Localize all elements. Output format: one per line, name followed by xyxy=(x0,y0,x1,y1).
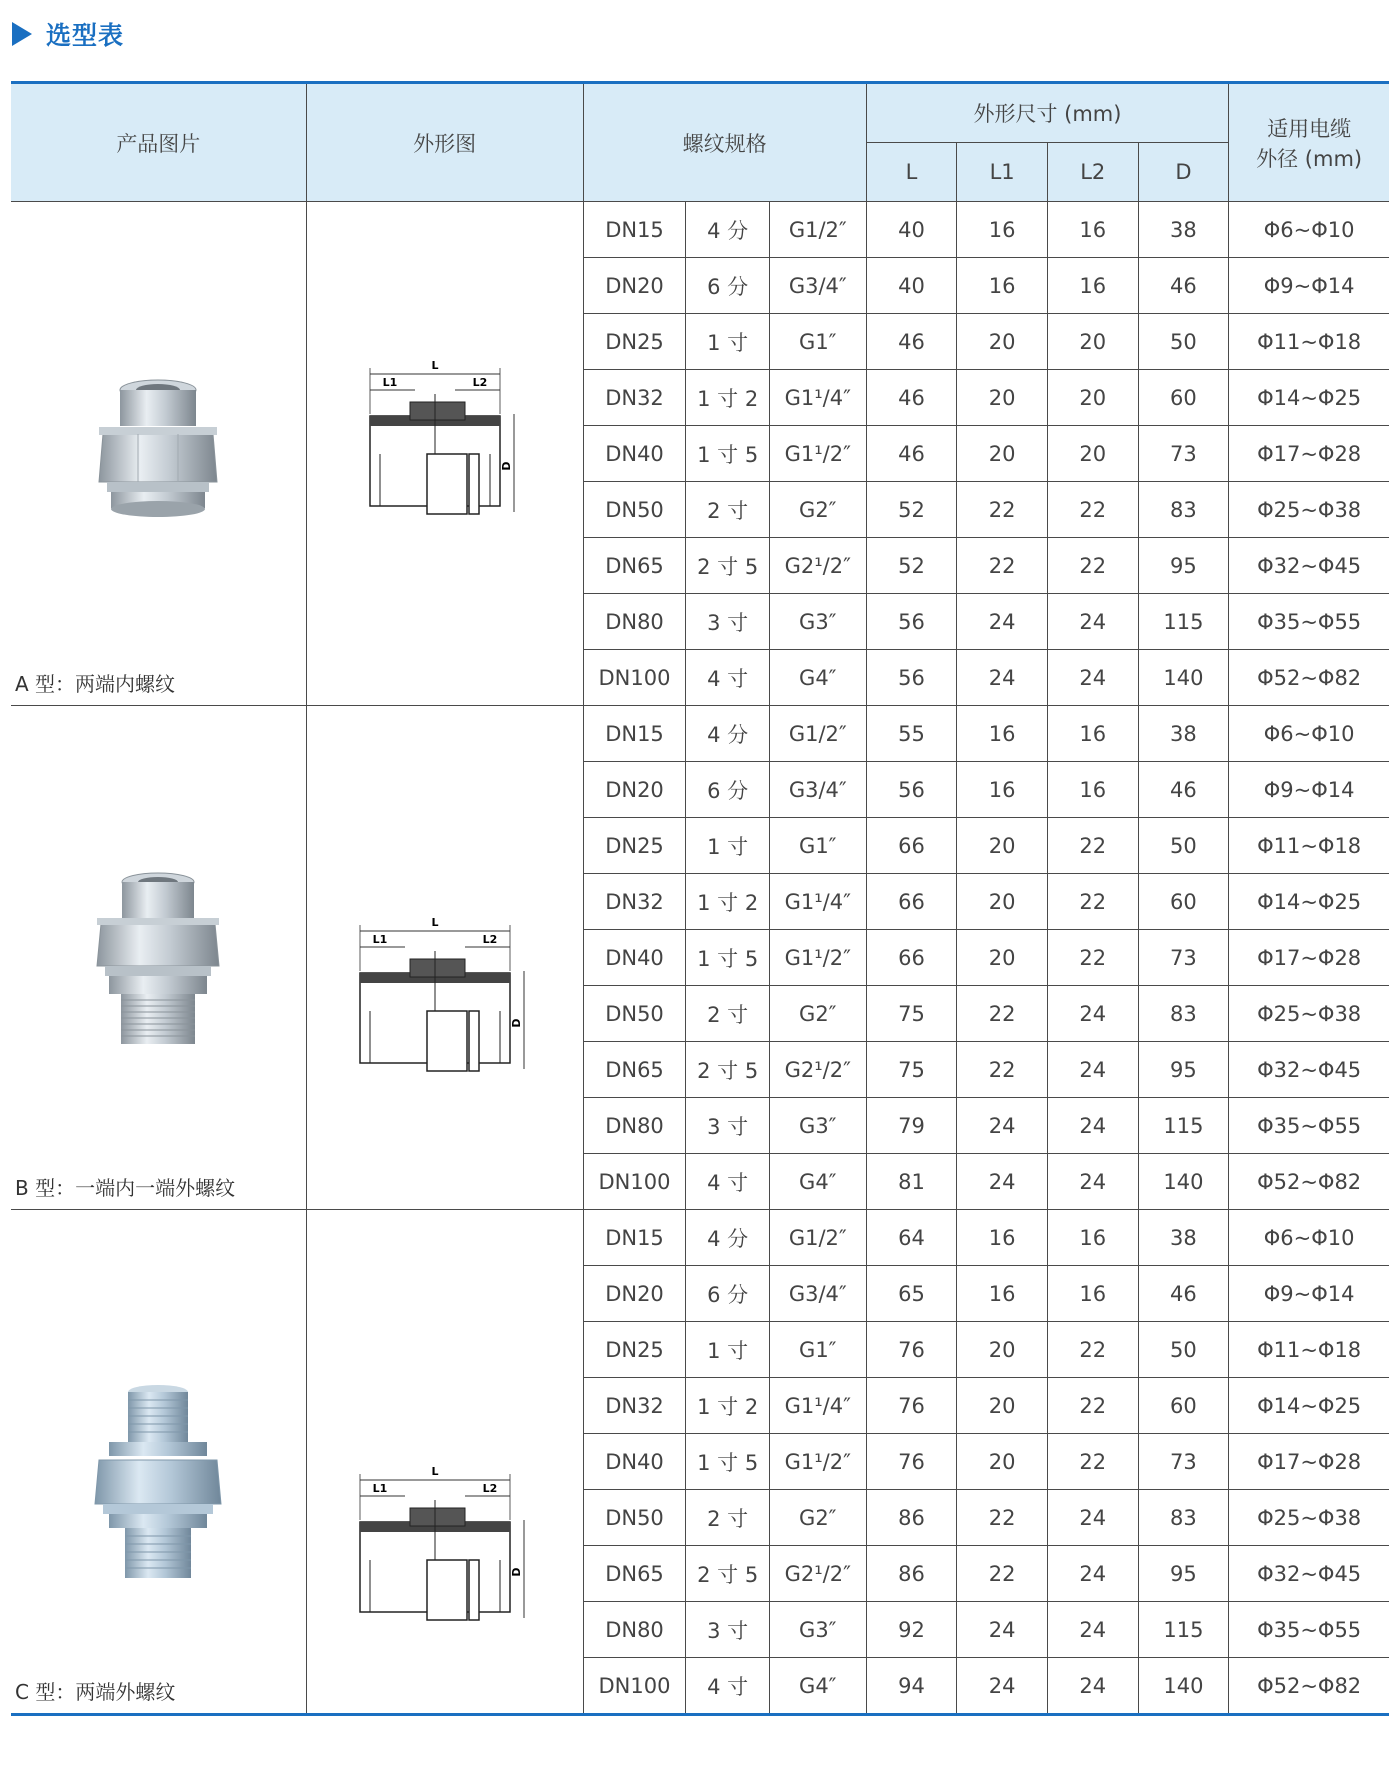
cable-cell: Φ35~Φ55 xyxy=(1229,1098,1389,1154)
dn-cell: DN25 xyxy=(583,314,686,370)
section-title: 选型表 xyxy=(46,21,125,50)
L-cell: 79 xyxy=(866,1098,957,1154)
L-cell: 56 xyxy=(866,650,957,706)
size-cell: 1 寸 xyxy=(686,314,770,370)
L1-cell: 24 xyxy=(957,1658,1048,1715)
D-cell: 73 xyxy=(1138,1434,1229,1490)
selection-table xyxy=(11,81,1389,1716)
thread-cell: G1/2″ xyxy=(769,202,866,258)
thread-cell: G3/4″ xyxy=(769,258,866,314)
header-photo: 产品图片 xyxy=(11,83,306,202)
dn-cell: DN20 xyxy=(583,258,686,314)
table-row xyxy=(11,1210,1389,1266)
header-L2: L2 xyxy=(1047,143,1138,202)
size-cell: 1 寸 2 xyxy=(686,370,770,426)
cable-cell: Φ9~Φ14 xyxy=(1229,1266,1389,1322)
L2-cell: 20 xyxy=(1047,314,1138,370)
size-cell: 4 分 xyxy=(686,202,770,258)
size-cell: 2 寸 5 xyxy=(686,1546,770,1602)
thread-cell: G1¹/2″ xyxy=(769,426,866,482)
D-cell: 50 xyxy=(1138,314,1229,370)
size-cell: 4 寸 xyxy=(686,1154,770,1210)
thread-cell: G2″ xyxy=(769,482,866,538)
thread-cell: G4″ xyxy=(769,1154,866,1210)
dn-cell: DN32 xyxy=(583,874,686,930)
cable-cell: Φ14~Φ25 xyxy=(1229,1378,1389,1434)
L2-cell: 22 xyxy=(1047,538,1138,594)
size-cell: 2 寸 xyxy=(686,986,770,1042)
size-cell: 6 分 xyxy=(686,762,770,818)
dn-cell: DN65 xyxy=(583,1546,686,1602)
product-photo xyxy=(83,1380,233,1595)
drawing-label-L1: L1 xyxy=(382,376,397,389)
dn-cell: DN32 xyxy=(583,1378,686,1434)
D-cell: 50 xyxy=(1138,1322,1229,1378)
L1-cell: 22 xyxy=(957,1546,1048,1602)
L-cell: 40 xyxy=(866,258,957,314)
size-cell: 1 寸 xyxy=(686,818,770,874)
D-cell: 115 xyxy=(1138,1602,1229,1658)
L1-cell: 24 xyxy=(957,1602,1048,1658)
D-cell: 95 xyxy=(1138,538,1229,594)
thread-cell: G1/2″ xyxy=(769,1210,866,1266)
D-cell: 60 xyxy=(1138,874,1229,930)
D-cell: 140 xyxy=(1138,1658,1229,1715)
outline-drawing xyxy=(350,1460,540,1630)
thread-cell: G3/4″ xyxy=(769,1266,866,1322)
L1-cell: 22 xyxy=(957,1490,1048,1546)
L-cell: 86 xyxy=(866,1546,957,1602)
dn-cell: DN20 xyxy=(583,762,686,818)
header-thread: 螺纹规格 xyxy=(583,83,866,202)
L2-cell: 16 xyxy=(1047,1266,1138,1322)
size-cell: 2 寸 xyxy=(686,482,770,538)
L1-cell: 24 xyxy=(957,1098,1048,1154)
dn-cell: DN50 xyxy=(583,482,686,538)
L2-cell: 24 xyxy=(1047,1658,1138,1715)
triangle-bullet-icon xyxy=(12,22,32,46)
L1-cell: 24 xyxy=(957,1154,1048,1210)
thread-cell: G3″ xyxy=(769,1602,866,1658)
cable-cell: Φ6~Φ10 xyxy=(1229,706,1389,762)
size-cell: 4 寸 xyxy=(686,1658,770,1715)
thread-cell: G4″ xyxy=(769,1658,866,1715)
dn-cell: DN15 xyxy=(583,202,686,258)
header-cable-line1: 适用电缆 xyxy=(1267,116,1352,141)
L2-cell: 16 xyxy=(1047,202,1138,258)
size-cell: 2 寸 5 xyxy=(686,538,770,594)
L2-cell: 20 xyxy=(1047,370,1138,426)
cable-cell: Φ9~Φ14 xyxy=(1229,762,1389,818)
L1-cell: 22 xyxy=(957,1042,1048,1098)
D-cell: 83 xyxy=(1138,482,1229,538)
type-label: C 型：两端外螺纹 xyxy=(15,1680,176,1704)
dn-cell: DN15 xyxy=(583,706,686,762)
L-cell: 40 xyxy=(866,202,957,258)
drawing-label-L1: L1 xyxy=(372,933,387,946)
cable-cell: Φ17~Φ28 xyxy=(1229,426,1389,482)
thread-cell: G1¹/2″ xyxy=(769,930,866,986)
size-cell: 1 寸 2 xyxy=(686,874,770,930)
L2-cell: 16 xyxy=(1047,762,1138,818)
size-cell: 1 寸 5 xyxy=(686,1434,770,1490)
dn-cell: DN40 xyxy=(583,426,686,482)
L2-cell: 24 xyxy=(1047,1546,1138,1602)
cable-cell: Φ32~Φ45 xyxy=(1229,1546,1389,1602)
product-photo-cell xyxy=(11,202,306,706)
cable-cell: Φ9~Φ14 xyxy=(1229,258,1389,314)
thread-cell: G2″ xyxy=(769,986,866,1042)
D-cell: 115 xyxy=(1138,1098,1229,1154)
outline-drawing xyxy=(350,911,540,1081)
outline-drawing-cell xyxy=(306,1210,583,1715)
cable-cell: Φ17~Φ28 xyxy=(1229,930,1389,986)
cable-cell: Φ25~Φ38 xyxy=(1229,482,1389,538)
D-cell: 60 xyxy=(1138,1378,1229,1434)
L-cell: 46 xyxy=(866,314,957,370)
thread-cell: G4″ xyxy=(769,650,866,706)
L-cell: 56 xyxy=(866,594,957,650)
dn-cell: DN100 xyxy=(583,1658,686,1715)
thread-cell: G3″ xyxy=(769,594,866,650)
size-cell: 2 寸 xyxy=(686,1490,770,1546)
thread-cell: G1″ xyxy=(769,314,866,370)
cable-cell: Φ14~Φ25 xyxy=(1229,874,1389,930)
L-cell: 65 xyxy=(866,1266,957,1322)
L1-cell: 16 xyxy=(957,258,1048,314)
L2-cell: 22 xyxy=(1047,874,1138,930)
D-cell: 60 xyxy=(1138,370,1229,426)
thread-cell: G1¹/4″ xyxy=(769,370,866,426)
L1-cell: 22 xyxy=(957,538,1048,594)
L-cell: 56 xyxy=(866,762,957,818)
dn-cell: DN65 xyxy=(583,538,686,594)
L1-cell: 22 xyxy=(957,482,1048,538)
dn-cell: DN50 xyxy=(583,1490,686,1546)
cable-cell: Φ32~Φ45 xyxy=(1229,538,1389,594)
D-cell: 115 xyxy=(1138,594,1229,650)
L-cell: 66 xyxy=(866,818,957,874)
product-photo-c-type xyxy=(83,1380,233,1590)
thread-cell: G2″ xyxy=(769,1490,866,1546)
dn-cell: DN100 xyxy=(583,650,686,706)
outline-drawing-cell xyxy=(306,202,583,706)
type-label: A 型：两端内螺纹 xyxy=(15,672,176,696)
outline-drawing xyxy=(350,354,540,524)
header-cable xyxy=(1229,83,1389,202)
L-cell: 46 xyxy=(866,426,957,482)
thread-cell: G2¹/2″ xyxy=(769,1042,866,1098)
product-photo xyxy=(83,372,233,547)
L1-cell: 20 xyxy=(957,426,1048,482)
thread-cell: G1″ xyxy=(769,818,866,874)
L-cell: 55 xyxy=(866,706,957,762)
table-body xyxy=(11,202,1389,1715)
size-cell: 4 分 xyxy=(686,706,770,762)
L1-cell: 20 xyxy=(957,930,1048,986)
header-dimensions: 外形尺寸 (mm) xyxy=(866,83,1229,143)
D-cell: 73 xyxy=(1138,930,1229,986)
dn-cell: DN80 xyxy=(583,594,686,650)
product-photo-a-type xyxy=(83,372,233,542)
cable-cell: Φ52~Φ82 xyxy=(1229,650,1389,706)
L1-cell: 20 xyxy=(957,874,1048,930)
D-cell: 46 xyxy=(1138,1266,1229,1322)
drawing-label-L2: L2 xyxy=(482,933,497,946)
L-cell: 76 xyxy=(866,1434,957,1490)
D-cell: 50 xyxy=(1138,818,1229,874)
thread-cell: G1¹/2″ xyxy=(769,1434,866,1490)
cable-cell: Φ11~Φ18 xyxy=(1229,1322,1389,1378)
L1-cell: 16 xyxy=(957,706,1048,762)
size-cell: 2 寸 5 xyxy=(686,1042,770,1098)
L-cell: 94 xyxy=(866,1658,957,1715)
L2-cell: 24 xyxy=(1047,1098,1138,1154)
thread-cell: G3/4″ xyxy=(769,762,866,818)
D-cell: 140 xyxy=(1138,1154,1229,1210)
size-cell: 1 寸 2 xyxy=(686,1378,770,1434)
size-cell: 3 寸 xyxy=(686,1602,770,1658)
D-cell: 46 xyxy=(1138,762,1229,818)
size-cell: 4 分 xyxy=(686,1210,770,1266)
L-cell: 86 xyxy=(866,1490,957,1546)
L1-cell: 20 xyxy=(957,1378,1048,1434)
thread-cell: G3″ xyxy=(769,1098,866,1154)
dn-cell: DN32 xyxy=(583,370,686,426)
dn-cell: DN80 xyxy=(583,1602,686,1658)
L-cell: 75 xyxy=(866,986,957,1042)
L2-cell: 22 xyxy=(1047,482,1138,538)
L-cell: 76 xyxy=(866,1378,957,1434)
L-cell: 92 xyxy=(866,1602,957,1658)
dn-cell: DN40 xyxy=(583,930,686,986)
L-cell: 76 xyxy=(866,1322,957,1378)
drawing-label-L: L xyxy=(431,1465,439,1478)
L2-cell: 20 xyxy=(1047,426,1138,482)
product-photo xyxy=(83,866,233,1071)
drawing-label-L: L xyxy=(431,359,439,372)
D-cell: 38 xyxy=(1138,1210,1229,1266)
L2-cell: 24 xyxy=(1047,986,1138,1042)
L1-cell: 20 xyxy=(957,314,1048,370)
thread-cell: G2¹/2″ xyxy=(769,538,866,594)
L-cell: 75 xyxy=(866,1042,957,1098)
thread-cell: G2¹/2″ xyxy=(769,1546,866,1602)
cable-cell: Φ35~Φ55 xyxy=(1229,594,1389,650)
L1-cell: 22 xyxy=(957,986,1048,1042)
cable-cell: Φ11~Φ18 xyxy=(1229,314,1389,370)
D-cell: 38 xyxy=(1138,706,1229,762)
dn-cell: DN65 xyxy=(583,1042,686,1098)
L2-cell: 24 xyxy=(1047,1602,1138,1658)
dn-cell: DN25 xyxy=(583,818,686,874)
product-photo-b-type xyxy=(83,866,233,1066)
L2-cell: 24 xyxy=(1047,1154,1138,1210)
L2-cell: 16 xyxy=(1047,1210,1138,1266)
D-cell: 83 xyxy=(1138,1490,1229,1546)
L-cell: 64 xyxy=(866,1210,957,1266)
L1-cell: 16 xyxy=(957,762,1048,818)
header-D: D xyxy=(1138,143,1229,202)
drawing-label-L2: L2 xyxy=(472,376,487,389)
L-cell: 66 xyxy=(866,874,957,930)
drawing-label-L: L xyxy=(431,916,439,929)
dn-cell: DN25 xyxy=(583,1322,686,1378)
section-heading xyxy=(12,14,124,54)
size-cell: 6 分 xyxy=(686,258,770,314)
table-row xyxy=(11,202,1389,258)
cable-cell: Φ32~Φ45 xyxy=(1229,1042,1389,1098)
L2-cell: 24 xyxy=(1047,1490,1138,1546)
L-cell: 81 xyxy=(866,1154,957,1210)
L1-cell: 24 xyxy=(957,594,1048,650)
size-cell: 3 寸 xyxy=(686,594,770,650)
D-cell: 95 xyxy=(1138,1546,1229,1602)
cable-cell: Φ6~Φ10 xyxy=(1229,202,1389,258)
L2-cell: 22 xyxy=(1047,818,1138,874)
L-cell: 52 xyxy=(866,538,957,594)
cable-cell: Φ25~Φ38 xyxy=(1229,986,1389,1042)
L1-cell: 20 xyxy=(957,1434,1048,1490)
size-cell: 6 分 xyxy=(686,1266,770,1322)
cable-cell: Φ52~Φ82 xyxy=(1229,1658,1389,1715)
D-cell: 83 xyxy=(1138,986,1229,1042)
header-L1: L1 xyxy=(957,143,1048,202)
D-cell: 38 xyxy=(1138,202,1229,258)
drawing-label-D: D xyxy=(509,1018,523,1028)
L-cell: 52 xyxy=(866,482,957,538)
L-cell: 66 xyxy=(866,930,957,986)
L2-cell: 22 xyxy=(1047,930,1138,986)
drawing-label-L2: L2 xyxy=(482,1482,497,1495)
size-cell: 4 寸 xyxy=(686,650,770,706)
L1-cell: 24 xyxy=(957,650,1048,706)
L2-cell: 24 xyxy=(1047,1042,1138,1098)
D-cell: 140 xyxy=(1138,650,1229,706)
L1-cell: 16 xyxy=(957,202,1048,258)
L1-cell: 16 xyxy=(957,1266,1048,1322)
L2-cell: 24 xyxy=(1047,594,1138,650)
L2-cell: 22 xyxy=(1047,1378,1138,1434)
cable-cell: Φ17~Φ28 xyxy=(1229,1434,1389,1490)
L2-cell: 16 xyxy=(1047,706,1138,762)
header-cable-line2: 外径 (mm) xyxy=(1256,146,1363,171)
D-cell: 73 xyxy=(1138,426,1229,482)
L1-cell: 16 xyxy=(957,1210,1048,1266)
L1-cell: 20 xyxy=(957,818,1048,874)
product-photo-cell xyxy=(11,1210,306,1715)
dn-cell: DN40 xyxy=(583,1434,686,1490)
size-cell: 1 寸 5 xyxy=(686,930,770,986)
product-photo-cell xyxy=(11,706,306,1210)
drawing-label-D: D xyxy=(499,461,513,471)
size-cell: 1 寸 5 xyxy=(686,426,770,482)
cable-cell: Φ11~Φ18 xyxy=(1229,818,1389,874)
table-row xyxy=(11,706,1389,762)
dn-cell: DN20 xyxy=(583,1266,686,1322)
header-L: L xyxy=(866,143,957,202)
cable-cell: Φ14~Φ25 xyxy=(1229,370,1389,426)
L2-cell: 22 xyxy=(1047,1322,1138,1378)
drawing-label-L1: L1 xyxy=(372,1482,387,1495)
dn-cell: DN80 xyxy=(583,1098,686,1154)
L2-cell: 16 xyxy=(1047,258,1138,314)
L2-cell: 22 xyxy=(1047,1434,1138,1490)
drawing-label-D: D xyxy=(509,1567,523,1577)
thread-cell: G1¹/4″ xyxy=(769,1378,866,1434)
dn-cell: DN50 xyxy=(583,986,686,1042)
L-cell: 46 xyxy=(866,370,957,426)
header-drawing: 外形图 xyxy=(306,83,583,202)
outline-drawing-cell xyxy=(306,706,583,1210)
size-cell: 1 寸 xyxy=(686,1322,770,1378)
L1-cell: 20 xyxy=(957,1322,1048,1378)
size-cell: 3 寸 xyxy=(686,1098,770,1154)
D-cell: 46 xyxy=(1138,258,1229,314)
L2-cell: 24 xyxy=(1047,650,1138,706)
thread-cell: G1/2″ xyxy=(769,706,866,762)
cable-cell: Φ35~Φ55 xyxy=(1229,1602,1389,1658)
dn-cell: DN15 xyxy=(583,1210,686,1266)
L1-cell: 20 xyxy=(957,370,1048,426)
cable-cell: Φ25~Φ38 xyxy=(1229,1490,1389,1546)
thread-cell: G1¹/4″ xyxy=(769,874,866,930)
D-cell: 95 xyxy=(1138,1042,1229,1098)
cable-cell: Φ52~Φ82 xyxy=(1229,1154,1389,1210)
type-label: B 型：一端内一端外螺纹 xyxy=(15,1176,236,1200)
dn-cell: DN100 xyxy=(583,1154,686,1210)
thread-cell: G1″ xyxy=(769,1322,866,1378)
cable-cell: Φ6~Φ10 xyxy=(1229,1210,1389,1266)
